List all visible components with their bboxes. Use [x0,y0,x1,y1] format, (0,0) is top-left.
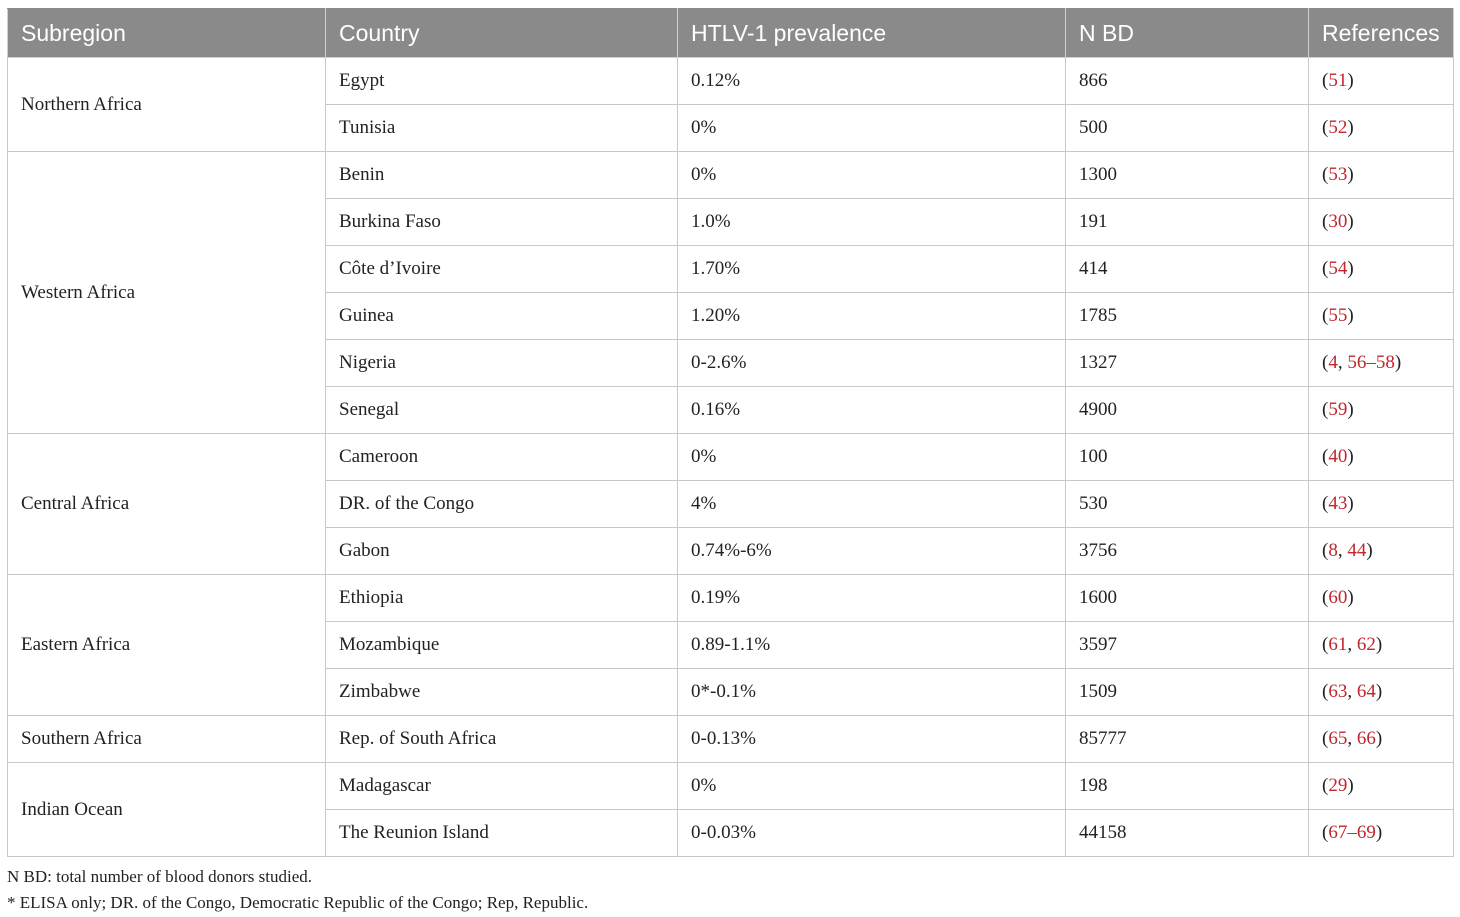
cell-references: (4, 56–58) [1309,340,1454,387]
cell-country: Mozambique [326,622,678,669]
cell-prevalence: 1.0% [678,199,1066,246]
cell-subregion: Indian Ocean [8,763,326,857]
cell-nbd: 198 [1066,763,1309,810]
cell-subregion: Southern Africa [8,716,326,763]
header-nbd: N BD [1066,9,1309,58]
table-row [8,434,1454,481]
cell-country: Madagascar [326,763,678,810]
reference-link[interactable]: 59 [1328,399,1348,420]
table-row [8,575,1454,622]
reference-link[interactable]: 51 [1328,70,1348,91]
footnote: * ELISA only; DR. of the Congo, Democratic Republic of the Congo; Rep, Republic. [7,893,589,912]
cell-references: (61, 62) [1309,622,1454,669]
cell-prevalence: 1.20% [678,293,1066,340]
cell-prevalence: 0.74%-6% [678,528,1066,575]
cell-nbd: 414 [1066,246,1309,293]
table-container [7,8,1453,857]
cell-references: (67–69) [1309,810,1454,857]
cell-references: (40) [1309,434,1454,481]
cell-subregion: Northern Africa [8,58,326,152]
cell-country: Rep. of South Africa [326,716,678,763]
cell-country: Gabon [326,528,678,575]
footnote: N BD: total number of blood donors studied. [7,867,313,886]
table-row [8,58,1454,105]
cell-country: Egypt [326,58,678,105]
cell-prevalence: 0% [678,763,1066,810]
cell-nbd: 3597 [1066,622,1309,669]
cell-subregion: Western Africa [8,152,326,434]
cell-nbd: 500 [1066,105,1309,152]
reference-link[interactable]: 52 [1328,117,1348,138]
cell-prevalence: 0.16% [678,387,1066,434]
cell-prevalence: 0% [678,105,1066,152]
cell-nbd: 1300 [1066,152,1309,199]
table-row [8,763,1454,810]
reference-link[interactable]: 56–58 [1347,352,1395,373]
cell-nbd: 1600 [1066,575,1309,622]
cell-references: (30) [1309,199,1454,246]
cell-country: Tunisia [326,105,678,152]
cell-references: (43) [1309,481,1454,528]
cell-prevalence: 0.12% [678,58,1066,105]
reference-link[interactable]: 40 [1328,446,1348,467]
cell-country: DR. of the Congo [326,481,678,528]
header-row [8,9,1454,58]
cell-prevalence: 0% [678,152,1066,199]
cell-country: Cameroon [326,434,678,481]
cell-prevalence: 0-2.6% [678,340,1066,387]
reference-link[interactable]: 43 [1328,493,1348,514]
cell-references: (55) [1309,293,1454,340]
cell-nbd: 866 [1066,58,1309,105]
cell-country: The Reunion Island [326,810,678,857]
cell-country: Burkina Faso [326,199,678,246]
header-prevalence: HTLV-1 prevalence [678,9,1066,58]
reference-link[interactable]: 53 [1328,164,1348,185]
cell-prevalence: 0-0.03% [678,810,1066,857]
table-row [8,152,1454,199]
reference-link[interactable]: 8 [1328,540,1338,561]
reference-link[interactable]: 64 [1356,681,1376,702]
cell-nbd: 530 [1066,481,1309,528]
reference-link[interactable]: 29 [1328,775,1348,796]
cell-country: Guinea [326,293,678,340]
cell-references: (54) [1309,246,1454,293]
reference-link[interactable]: 54 [1328,258,1348,279]
table-row [8,716,1454,763]
reference-link[interactable]: 44 [1347,540,1367,561]
cell-prevalence: 0*-0.1% [678,669,1066,716]
cell-prevalence: 0% [678,434,1066,481]
cell-nbd: 1327 [1066,340,1309,387]
cell-references: (59) [1309,387,1454,434]
reference-link[interactable]: 66 [1356,728,1376,749]
cell-prevalence: 4% [678,481,1066,528]
reference-link[interactable]: 67–69 [1328,822,1376,843]
cell-references: (65, 66) [1309,716,1454,763]
reference-link[interactable]: 4 [1328,352,1338,373]
reference-link[interactable]: 60 [1328,587,1348,608]
cell-prevalence: 0.89-1.1% [678,622,1066,669]
cell-prevalence: 1.70% [678,246,1066,293]
cell-references: (51) [1309,58,1454,105]
cell-nbd: 44158 [1066,810,1309,857]
header-references: References [1309,9,1454,58]
cell-country: Senegal [326,387,678,434]
table-footnotes [7,864,588,916]
cell-references: (8, 44) [1309,528,1454,575]
reference-link[interactable]: 65 [1328,728,1348,749]
cell-country: Nigeria [326,340,678,387]
reference-link[interactable]: 63 [1328,681,1348,702]
reference-link[interactable]: 30 [1328,211,1348,232]
header-country: Country [326,9,678,58]
cell-nbd: 100 [1066,434,1309,481]
cell-nbd: 1785 [1066,293,1309,340]
cell-prevalence: 0-0.13% [678,716,1066,763]
prevalence-table [7,8,1454,857]
cell-references: (53) [1309,152,1454,199]
cell-nbd: 191 [1066,199,1309,246]
cell-country: Benin [326,152,678,199]
table-body [8,58,1454,857]
cell-nbd: 85777 [1066,716,1309,763]
cell-country: Zimbabwe [326,669,678,716]
header-subregion: Subregion [8,9,326,58]
reference-link[interactable]: 61 [1328,634,1348,655]
cell-subregion: Eastern Africa [8,575,326,716]
cell-prevalence: 0.19% [678,575,1066,622]
cell-references: (52) [1309,105,1454,152]
cell-country: Ethiopia [326,575,678,622]
cell-country: Côte d’Ivoire [326,246,678,293]
cell-references: (29) [1309,763,1454,810]
cell-nbd: 3756 [1066,528,1309,575]
cell-nbd: 1509 [1066,669,1309,716]
cell-subregion: Central Africa [8,434,326,575]
cell-references: (63, 64) [1309,669,1454,716]
cell-nbd: 4900 [1066,387,1309,434]
reference-link[interactable]: 62 [1356,634,1376,655]
cell-references: (60) [1309,575,1454,622]
reference-link[interactable]: 55 [1328,305,1348,326]
